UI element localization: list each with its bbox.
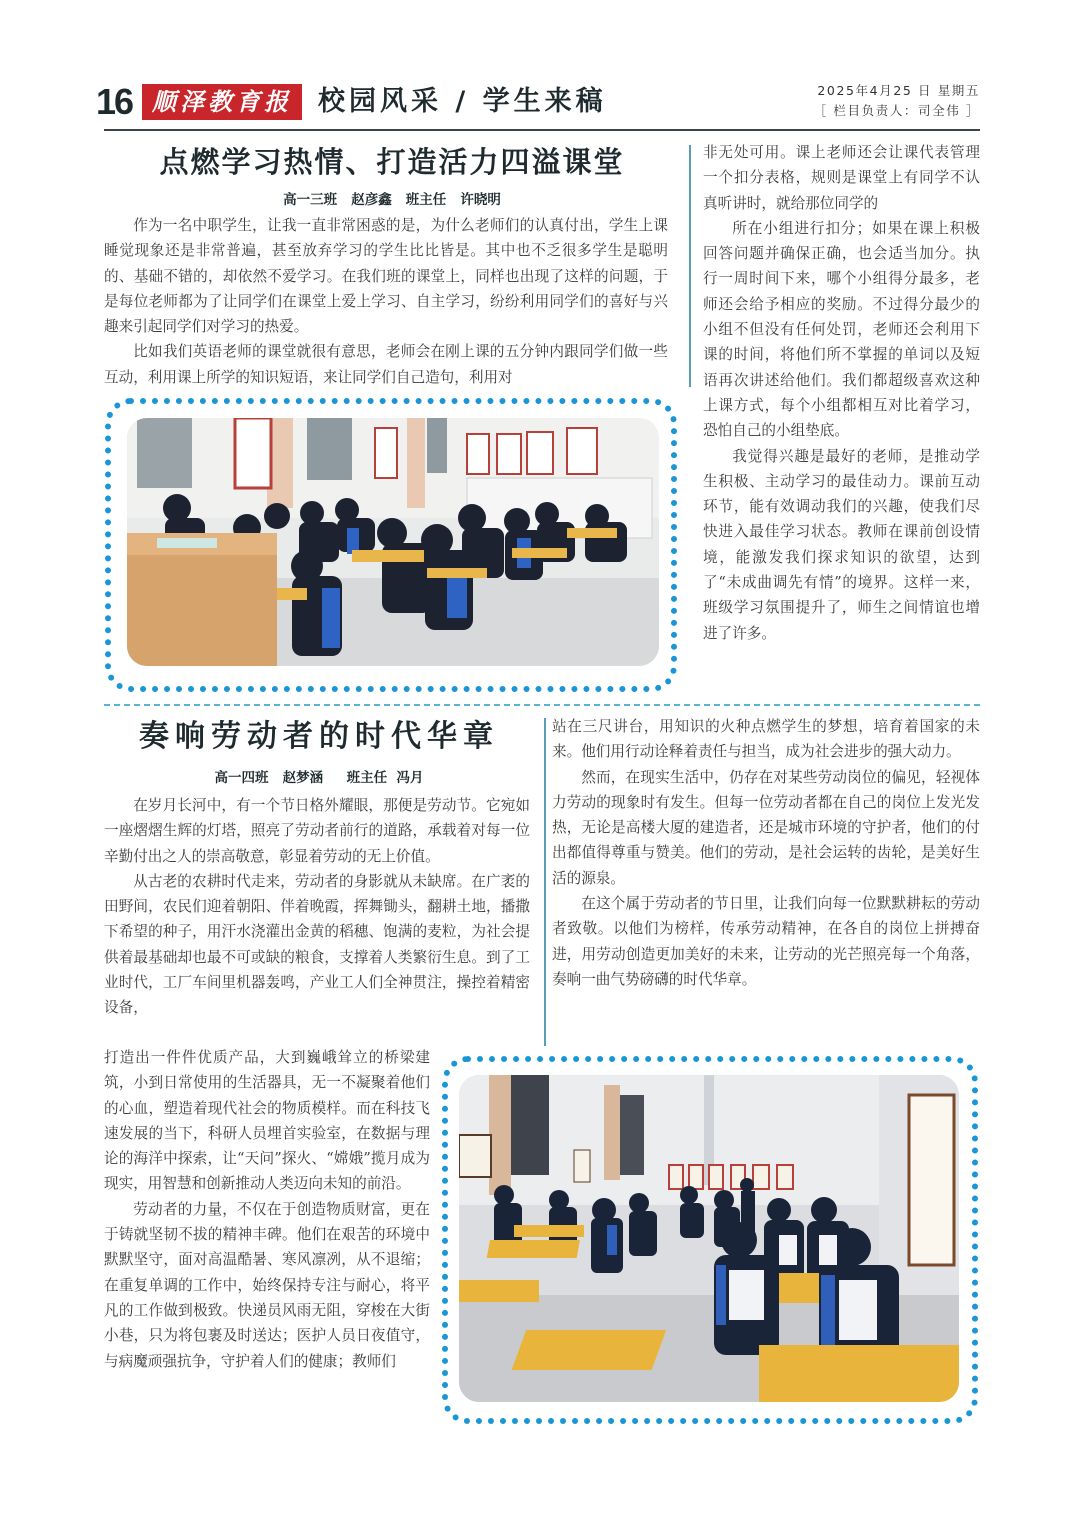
article1-paragraph: 作为一名中职学生，让我一直非常困惑的是，为什么老师们的认真付出，学生上课睡觉现象还是非常普遍，甚至放弃学习的学生比比皆是。其中也不乏很多学生是聪明的、基础不错的，却依然不爱学习。在我们班的课堂上，同样也出现了这样的问题，于是每位老师都为了让同学们在课堂上爱上学习、自主学习，纷纷利用同学们的喜好与兴趣来引起同学们对学习的热爱。 xyxy=(104,217,668,336)
article1-paragraph: 非无处可用。课上老师还会让课代表管理一个扣分表格，规则是课堂上有同学不认真听讲时，就给那位同学的 xyxy=(703,144,980,212)
newspaper-logo: 顺泽教育报 xyxy=(142,84,302,120)
section-title: 校园风采 / 学生来稿 xyxy=(318,86,607,117)
article2-byline: 高一四班 赵梦涵 班主任 冯月 xyxy=(214,770,424,786)
article2-paragraph: 打造出一件件优质产品，大到巍峨耸立的桥梁建筑，小到日常使用的生活器具，无一不凝聚着他们的心血，塑造着现代社会的物质模样。而在科技飞速发展的当下，科研人员埋首实验室，在数据与理论的海洋中探索，让“天问”探火、“嫦娥”揽月成为现实，用智慧和创新推动人类迈向未知的前沿。 xyxy=(104,1049,430,1193)
article1-paragraph: 我觉得兴趣是最好的老师，是推动学生积极、主动学习的最佳动力。课前互动环节，能有效调动我们的兴趣，使我们尽快进入最佳学习状态。教师在课前创设情境，能激发我们探求知识的欲望，达到了“未成曲调先有情”的境界。这样一来，班级学习氛围提升了，师生之间情谊也增进了许多。 xyxy=(703,447,980,642)
article2-title: 奏响劳动者的时代华章 xyxy=(139,719,499,754)
classroom-photo-studying xyxy=(127,418,659,666)
article1-left-column xyxy=(104,213,668,390)
article2-paragraph: 在岁月长河中，有一个节日格外耀眼，那便是劳动节。它宛如一座熠熠生辉的灯塔，照亮了劳动者前行的道路，承载着对每一位辛勤付出之人的崇高敬意，彰显着劳动的无上价值。 xyxy=(104,797,530,865)
page-number: 16 xyxy=(96,81,133,122)
classroom-photo-seated xyxy=(459,1075,959,1402)
header-divider xyxy=(104,129,980,131)
section-divider-dashed xyxy=(104,704,980,706)
column-editor: ［ 栏目负责人：司全伟 ］ xyxy=(813,103,980,118)
article2-left-column xyxy=(104,793,530,1021)
column-divider xyxy=(544,718,546,1046)
article1-title: 点燃学习热情、打造活力四溢课堂 xyxy=(159,145,625,179)
article2-left-column-continued xyxy=(104,1045,430,1374)
article1-right-column xyxy=(703,140,980,646)
issue-date: 2025年4月25 日 星期五 xyxy=(817,83,980,98)
article2-paragraph: 站在三尺讲台，用知识的火种点燃学生的梦想，培育着国家的未来。他们用行动诠释着责任与担当，成为社会进步的强大动力。 xyxy=(552,718,980,761)
column-divider xyxy=(689,145,691,387)
article2-paragraph: 劳动者的力量，不仅在于创造物质财富，更在于铸就坚韧不拔的精神丰碑。他们在艰苦的环境中默默坚守，面对高温酷暑、寒风凛冽，从不退缩；在重复单调的工作中，始终保持专注与耐心，将平凡的工作做到极致。快递员风雨无阻，穿梭在大街小巷，只为将包裹及时送达；医护人员日夜值守，与病魔顽强抗争，守护着人们的健康；教师们 xyxy=(104,1200,430,1370)
article2-paragraph: 从古老的农耕时代走来，劳动者的身影就从未缺席。在广袤的田野间，农民们迎着朝阳、伴着晚霞，挥舞锄头，翻耕土地，播撒下希望的种子，用汗水浇灌出金黄的稻穗、饱满的麦粒，为社会提供着最基础却也最不可或缺的粮食，支撑着人类繁衍生息。到了工业时代，工厂车间里机器轰鸣，产业工人们全神贯注，操控着精密设备， xyxy=(104,872,530,1017)
masthead xyxy=(96,80,980,130)
article2-paragraph: 然而，在现实生活中，仍存在对某些劳动岗位的偏见，轻视体力劳动的现象时有发生。但每一位劳动者都在自己的岗位上发光发热，无论是高楼大厦的建造者，还是城市环境的守护者，他们的付出都值得尊重与赞美。他们的劳动，是社会运转的齿轮，是美好生活的源泉。 xyxy=(552,768,980,887)
article1-paragraph: 比如我们英语老师的课堂就很有意思，老师会在刚上课的五分钟内跟同学们做一些互动，利用课上所学的知识短语，来让同学们自己造句，利用对 xyxy=(104,343,668,386)
article2-paragraph: 在这个属于劳动者的节日里，让我们向每一位默默耕耘的劳动者致敬。以他们为榜样，传承劳动精神，在各自的岗位上拼搏奋进，用劳动创造更加美好的未来，让劳动的光芒照亮每一个角落，奏响一曲气势磅礴的时代华章。 xyxy=(552,895,980,988)
article1-paragraph: 所在小组进行扣分；如果在课上积极回答问题并确保正确，也会适当加分。执行一周时间下来，哪个小组得分最多，老师还会给予相应的奖励。不过得分最少的小组不但没有任何处罚，老师还会利用下课的时间，将他们所不掌握的单词以及短语再次讲述给他们。我们都超级喜欢这种上课方式，每个小组都相互对比着学习，恐怕自己的小组垫底。 xyxy=(703,219,980,440)
article2-right-column xyxy=(552,714,980,992)
article1-byline: 高一三班 赵彦鑫 班主任 许晓明 xyxy=(283,192,501,208)
